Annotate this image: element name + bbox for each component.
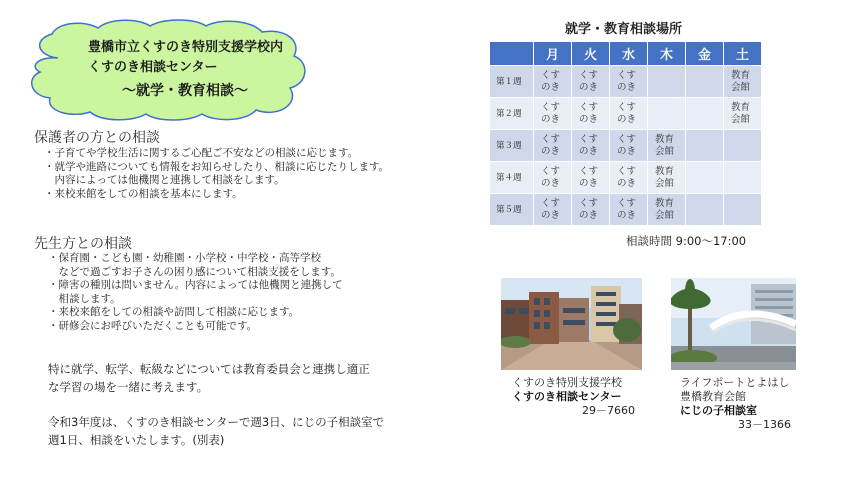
consultation-hours: 相談時間 9:00～17:00	[626, 234, 747, 248]
title-line3: ～就学・教育相談～	[122, 83, 248, 99]
schedule-cell: くす のき	[572, 66, 610, 98]
schedule-cell: くす のき	[610, 130, 648, 162]
schedule-cell: くす のき	[534, 162, 572, 194]
schedule-cell: 教育 会館	[648, 194, 686, 226]
schedule-cell: くす のき	[534, 98, 572, 130]
schedule-cell	[724, 130, 762, 162]
teacher-list	[48, 252, 343, 333]
schedule-cell	[648, 98, 686, 130]
kusunoki-school-photo	[501, 278, 642, 370]
guardian-item: ・子育てや学校生活に関するご心配ご不安などの相談に応じます。	[44, 147, 359, 159]
teacher-item: ・研修会にお呼びいただくことも可能です。	[48, 319, 258, 332]
teacher-item: ・来校来館をしての相談や訪問して相談に応じます。	[48, 306, 300, 318]
schedule-row	[490, 162, 762, 194]
day-header: 金	[686, 42, 724, 66]
week-label: 第５週	[490, 194, 534, 226]
schedule-cell: くす のき	[610, 162, 648, 194]
schedule-cell: くす のき	[610, 98, 648, 130]
location-name: にじの子相談室	[680, 404, 757, 417]
title-line2: くすのき相談センター	[88, 60, 218, 75]
teacher-item: ・障害の種別は問いません。内容によっては他機関と連携して	[48, 279, 343, 291]
guardian-item: ・就学や進路についても情報をお知らせしたり、相談に応じたりします。	[44, 160, 390, 173]
schedule-cell	[686, 130, 724, 162]
schedule-row	[490, 130, 762, 162]
schedule-cell: 教育 会館	[648, 162, 686, 194]
schedule-header-row	[490, 42, 762, 66]
guardian-list	[44, 147, 389, 201]
location-caption-1: くすのき特別支援学校 くすのき相談センター 29－7660	[512, 376, 635, 417]
schedule-title: 就学・教育相談場所	[565, 22, 683, 37]
schedule-cell	[686, 194, 724, 226]
teacher-item: 相談します。	[48, 292, 121, 305]
day-header: 月	[534, 42, 572, 66]
schedule-cell: くす のき	[572, 162, 610, 194]
schedule-cell: くす のき	[572, 98, 610, 130]
title-line1: 豊橋市立くすのき特別支援学校内	[88, 40, 284, 55]
schedule-cell: くす のき	[534, 194, 572, 226]
week-label: 第１週	[490, 66, 534, 98]
schedule-cell	[686, 98, 724, 130]
schedule-cell: くす のき	[572, 194, 610, 226]
schedule-cell	[724, 162, 762, 194]
schedule-cell: くす のき	[572, 130, 610, 162]
schedule-row	[490, 66, 762, 98]
teacher-item: ・保育園・こども園・幼稚園・小学校・中学校・高等学校	[48, 252, 321, 264]
teacher-heading: 先生方との相談	[34, 236, 132, 252]
location-name: くすのき相談センター	[512, 390, 622, 403]
schedule-cell: 教育 会館	[724, 98, 762, 130]
guardian-item: ・来校来館をしての相談を基本にします。	[44, 187, 243, 200]
schedule-row	[490, 194, 762, 226]
schedule-cell	[686, 162, 724, 194]
location-phone: 33－1366	[738, 418, 791, 431]
week-label: 第２週	[490, 98, 534, 130]
lifeport-photo	[671, 278, 796, 370]
schedule-cell	[724, 194, 762, 226]
day-header: 火	[572, 42, 610, 66]
schedule-cell: くす のき	[610, 66, 648, 98]
day-header: 木	[648, 42, 686, 66]
header-corner	[490, 42, 534, 66]
schedule-cell: 教育 会館	[648, 130, 686, 162]
guardian-item: 内容によっては他機関と連携して相談をします。	[44, 174, 285, 186]
week-label: 第４週	[490, 162, 534, 194]
teacher-item: などで過ごすお子さんの困り感について相談支援をします。	[48, 265, 341, 278]
location-caption-2: ライフポートとよはし 豊橋教育会館 にじの子相談室 33－1366	[680, 376, 791, 431]
schedule-cell: くす のき	[610, 194, 648, 226]
schedule-table	[489, 41, 762, 226]
schedule-cell	[648, 66, 686, 98]
location-phone: 29－7660	[582, 404, 635, 417]
schedule-note-paragraph: 令和3年度は、くすのき相談センターで週3日、にじの子相談室で 週1日、相談をいたします。(別表)	[48, 415, 385, 447]
schedule-cell	[686, 66, 724, 98]
schedule-cell: くす のき	[534, 66, 572, 98]
schedule-cell: 教育 会館	[724, 66, 762, 98]
day-header: 水	[610, 42, 648, 66]
schedule-row	[490, 98, 762, 130]
week-label: 第３週	[490, 130, 534, 162]
cooperation-paragraph: 特に就学、転学、転級などについては教育委員会と連携し適正 な学習の場を一緒に考えます。	[48, 362, 370, 394]
schedule-cell: くす のき	[534, 130, 572, 162]
day-header: 土	[724, 42, 762, 66]
guardian-heading: 保護者の方との相談	[34, 130, 160, 146]
